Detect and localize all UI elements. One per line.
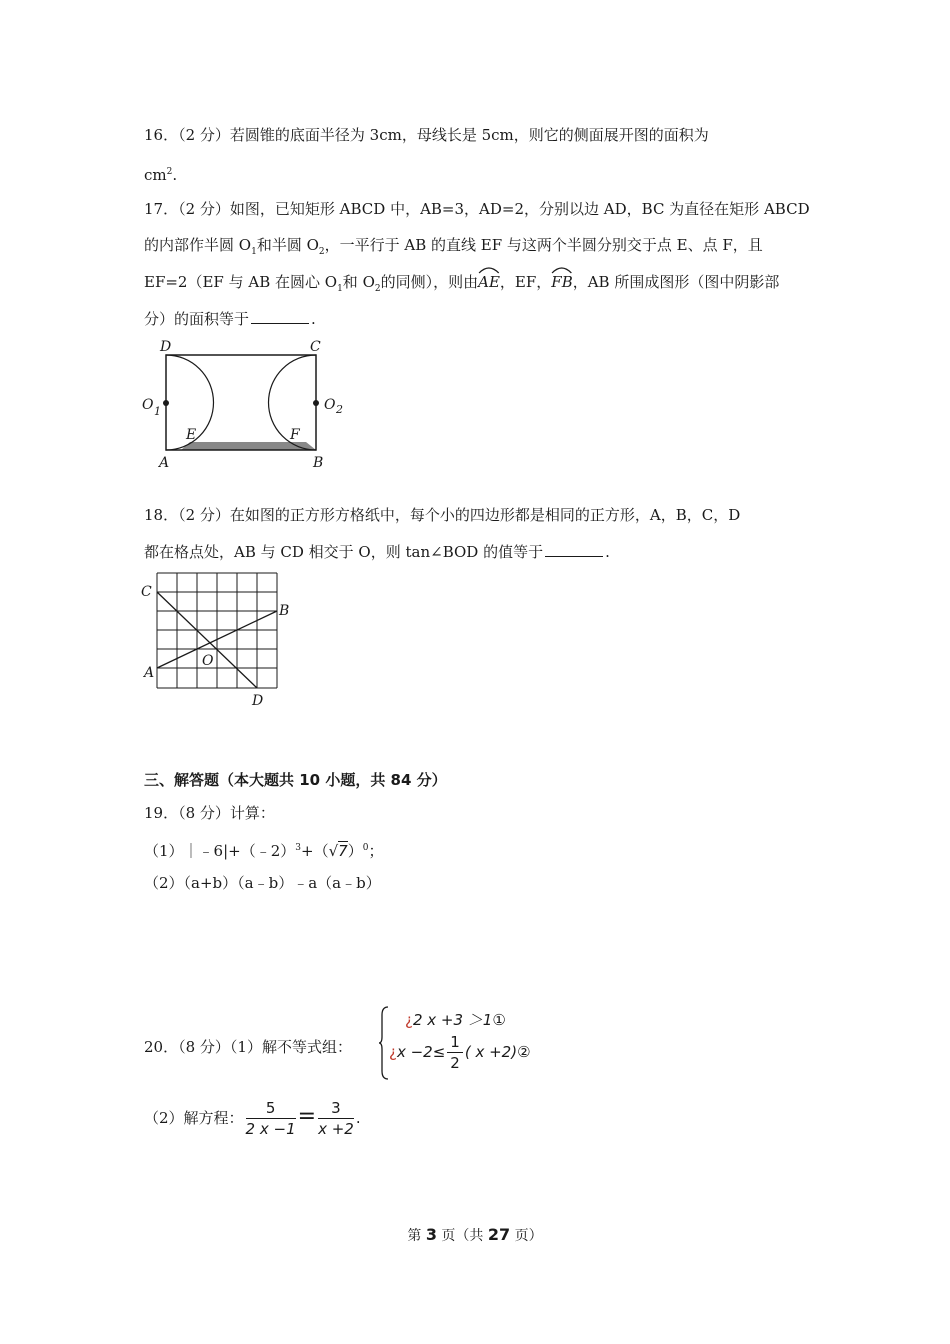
q16-line1: 16．（2 分）若圆锥的底面半径为 3cm，母线长是 5cm，则它的侧面展开图的面积为	[144, 126, 709, 144]
equation-end: .	[355, 1109, 361, 1127]
center-o1	[163, 400, 169, 406]
q20-part2-label: （2）解方程：	[144, 1109, 244, 1127]
q19-text: ）	[347, 842, 363, 860]
inequality-2	[389, 1032, 531, 1073]
label-b: B	[279, 603, 290, 619]
arc-symbol	[478, 266, 500, 274]
inequality-2-text: x −2≤	[396, 1043, 446, 1061]
q18-line1: 18．（2 分）在如图的正方形方格纸中，每个小的四边形都是相同的正方形，A，B，C，D	[144, 506, 741, 524]
inequality-1	[405, 1010, 506, 1030]
q17-text: 和 O	[342, 273, 375, 291]
section-title: 三、解答题（本大题共 10 小题，共 84 分）	[144, 771, 447, 789]
fraction-denominator: 2 x −1	[245, 1120, 296, 1138]
label-c: C	[310, 339, 321, 355]
fraction-half	[447, 1032, 463, 1073]
label-o2-sub: 2	[336, 403, 343, 416]
arc-ae-label: AE	[478, 273, 500, 291]
q17-line1: 17．（2 分）如图，已知矩形 ABCD 中，AB=3，AD=2，分别以边 AD，BC 为直径在矩形 ABCD	[144, 200, 810, 218]
q19-text: （1）｜﹣6|+（﹣2）	[144, 842, 296, 860]
q17-text: ，一平行于 AB 的直线 EF 与这两个半圆分别交于点 E、点 F，且	[324, 236, 763, 254]
segment-cd	[157, 592, 257, 688]
arc-fb-label: FB	[551, 273, 573, 291]
q17-sub: 1	[251, 247, 257, 257]
q17-sub: 1	[337, 284, 343, 294]
footer-text: 页（共	[436, 1228, 488, 1244]
label-o1-sub: 1	[154, 405, 161, 418]
q16-unit-exponent: 2	[166, 167, 173, 177]
fraction-numerator: 1	[447, 1032, 463, 1053]
q16-unit: cm	[144, 166, 167, 184]
label-o: O	[202, 653, 214, 669]
label-b: B	[313, 455, 324, 471]
total-pages: 27	[487, 1225, 511, 1244]
page-number: 3	[425, 1225, 437, 1244]
q17-text: ，AB 所围成图形（图中阴影部	[572, 273, 780, 291]
fraction-numerator: 3	[318, 1098, 354, 1119]
q19-part2: （2）（a+b）（a﹣b）﹣a（a﹣b）	[144, 874, 381, 892]
q17-text: EF=2（EF 与 AB 在圆心 O	[144, 273, 338, 291]
arc-ae	[478, 272, 500, 292]
q18-line2	[144, 542, 610, 562]
q17-text: ，EF，	[499, 273, 552, 291]
center-o2	[313, 400, 319, 406]
q17-text: 分）的面积等于	[144, 310, 250, 328]
q17-line4	[144, 309, 316, 329]
equals-sign: =	[297, 1104, 317, 1129]
fraction-numerator: 5	[246, 1098, 296, 1119]
label-o2: O	[324, 397, 336, 413]
inequality-2-text: ( x +2)②	[464, 1043, 531, 1061]
q19-exponent: 3	[295, 843, 301, 853]
label-o1: O	[142, 397, 154, 413]
footer-text: 第	[407, 1228, 426, 1244]
fraction-left	[246, 1098, 296, 1139]
q17-text: 的同侧），则由	[380, 273, 479, 291]
fraction-denominator: 2	[450, 1054, 460, 1072]
grid-figure	[140, 565, 300, 715]
label-d: D	[252, 693, 264, 709]
sqrt-symbol: √7	[328, 842, 348, 860]
unknown-glyph: ¿	[405, 1011, 413, 1029]
q17-line3	[144, 272, 779, 299]
rectangle-semicircles-figure	[140, 335, 360, 475]
q18-end: .	[605, 543, 610, 561]
arc-fb	[551, 272, 572, 292]
q17-text: 的内部作半圆 O	[144, 236, 252, 254]
q19-text: ；	[368, 842, 384, 860]
answer-blank	[545, 542, 603, 557]
label-a: A	[159, 455, 170, 471]
q19-exponent: 0	[362, 843, 369, 853]
label-a: A	[144, 665, 155, 681]
inequality-1-text: 2 x +3 ＞1①	[412, 1011, 506, 1029]
label-f: F	[290, 427, 300, 443]
q20-part1-label: 20．（8 分）（1）解不等式组：	[144, 1038, 352, 1056]
q16-end: .	[172, 166, 178, 184]
fraction-denominator: x +2	[318, 1120, 354, 1138]
footer-text: 页）	[510, 1228, 543, 1244]
q17-end: .	[311, 310, 316, 328]
unknown-glyph: ¿	[389, 1043, 397, 1061]
sqrt-radicand: 7	[338, 842, 348, 860]
label-d: D	[160, 339, 172, 355]
answer-blank	[251, 309, 309, 324]
q19-title: 19．（8 分）计算：	[144, 804, 275, 822]
label-c: C	[141, 584, 152, 600]
q18-text: 都在格点处，AB 与 CD 相交于 O，则 tan∠BOD 的值等于	[144, 543, 544, 561]
q17-text: 和半圆 O	[256, 236, 319, 254]
q20-part2	[144, 1098, 361, 1139]
q17-sub: 2	[318, 247, 325, 257]
q19-part1	[144, 838, 383, 861]
q17-sub: 2	[374, 284, 381, 294]
page-footer	[0, 1225, 950, 1245]
label-e: E	[186, 427, 197, 443]
q16-line2	[144, 162, 177, 185]
q17-line2	[144, 235, 763, 262]
arc-symbol	[551, 266, 572, 274]
fraction-right	[318, 1098, 354, 1139]
q19-text: +（	[301, 842, 329, 860]
